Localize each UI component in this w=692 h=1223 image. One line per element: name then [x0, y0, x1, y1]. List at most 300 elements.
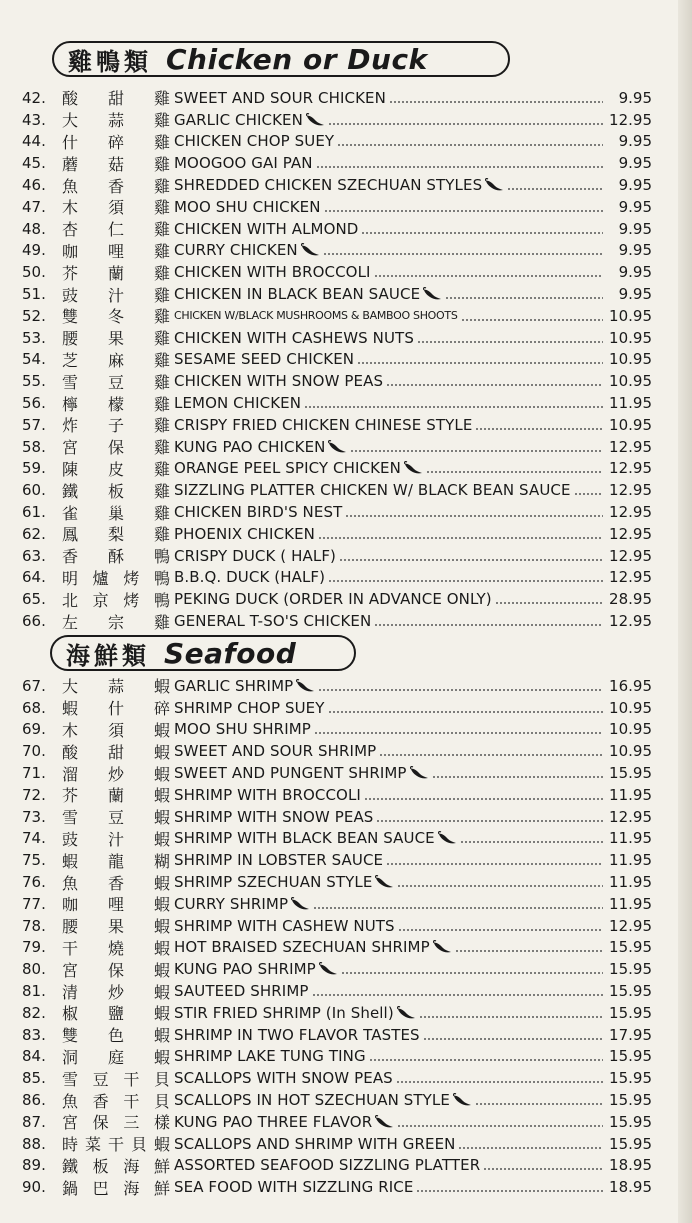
- item-chinese-name: [62, 501, 174, 524]
- item-price: 12.95: [609, 503, 652, 522]
- chinese-char: 色: [107, 1026, 124, 1046]
- item-name-line: [174, 1026, 606, 1044]
- dot-leader: [312, 994, 603, 996]
- chinese-char: 蝦: [153, 917, 170, 937]
- chinese-char: 明: [62, 568, 79, 588]
- item-number: 57.: [22, 415, 46, 434]
- item-name-line: [174, 154, 606, 172]
- menu-list-chicken-duck: [22, 87, 652, 632]
- chinese-char: 雞: [153, 394, 170, 414]
- chinese-char: 須: [107, 721, 124, 740]
- item-chinese-name: [62, 610, 174, 633]
- item-number: 79.: [22, 938, 46, 957]
- chinese-char: 碎: [153, 699, 170, 719]
- item-english-name: SWEET AND SOUR CHICKEN: [174, 88, 386, 107]
- item-number: 69.: [22, 720, 46, 739]
- item-english-name: SHRIMP WITH SNOW PEAS: [174, 807, 374, 826]
- dot-leader: [397, 1125, 603, 1127]
- chinese-char: 蝦: [153, 1004, 170, 1024]
- item-price: 11.95: [609, 785, 652, 804]
- item-name-line: [174, 1047, 606, 1065]
- dot-leader: [389, 101, 603, 103]
- item-price: 10.95: [609, 306, 652, 325]
- dot-leader: [574, 493, 603, 495]
- chinese-char: 雞: [153, 372, 170, 392]
- item-price: 12.95: [609, 807, 652, 826]
- chinese-char: 雞: [153, 525, 170, 545]
- chinese-char: 雞: [153, 285, 170, 305]
- chinese-char: 哩: [107, 241, 124, 261]
- chinese-char: 三: [123, 1113, 140, 1133]
- item-chinese-name: [62, 283, 174, 306]
- dot-leader: [376, 820, 603, 822]
- item-english-name: KUNG PAO THREE FLAVOR: [174, 1112, 373, 1131]
- chinese-char: 雞: [153, 89, 170, 109]
- item-price: 17.95: [609, 1025, 652, 1044]
- chinese-char: 保: [92, 1113, 109, 1133]
- item-name-line: [174, 263, 606, 281]
- chinese-char: 板: [107, 481, 124, 501]
- item-chinese-name: [62, 892, 174, 915]
- item-chinese-name: [62, 566, 174, 589]
- item-name-line: [174, 677, 606, 695]
- item-name-line: [174, 525, 606, 543]
- item-name-line: [174, 416, 606, 434]
- item-chinese-name: [62, 522, 174, 545]
- menu-item: [22, 871, 652, 893]
- menu-item: [22, 1155, 652, 1177]
- item-price: 9.95: [618, 241, 652, 260]
- dot-leader: [357, 362, 603, 364]
- item-number: 89.: [22, 1156, 46, 1175]
- menu-item: [22, 937, 652, 959]
- item-number: 68.: [22, 698, 46, 717]
- chinese-char: 芝: [62, 350, 79, 370]
- item-chinese-name: [62, 1110, 174, 1133]
- item-english-name: CHICKEN WITH BROCCOLI: [174, 263, 371, 282]
- chinese-char: 鍋: [62, 1178, 79, 1198]
- item-price: 11.95: [609, 894, 652, 913]
- menu-item: [22, 152, 652, 174]
- item-english-name: GARLIC SHRIMP: [174, 676, 294, 695]
- item-english-name: PEKING DUCK (ORDER IN ADVANCE ONLY): [174, 590, 492, 609]
- item-name-line: [174, 285, 606, 303]
- item-english-name: PHOENIX CHICKEN: [174, 524, 315, 543]
- item-name-line: [174, 176, 606, 194]
- item-english-name: CHICKEN WITH SNOW PEAS: [174, 372, 384, 391]
- chinese-char: 酸: [62, 742, 79, 762]
- item-chinese-name: [62, 718, 174, 741]
- chinese-char: 北: [62, 590, 79, 610]
- item-price: 10.95: [609, 328, 652, 347]
- chinese-char: 腰: [62, 917, 79, 937]
- chinese-char: 蝦: [153, 938, 170, 958]
- item-chinese-name: [62, 479, 174, 502]
- chinese-char: 樣: [153, 1113, 170, 1133]
- chinese-char: 板: [92, 1156, 109, 1176]
- chinese-char: 蝦: [62, 699, 79, 719]
- dot-leader: [337, 144, 603, 146]
- chinese-char: 爐: [92, 568, 109, 588]
- item-number: 64.: [22, 568, 46, 587]
- item-number: 65.: [22, 590, 46, 609]
- chinese-char: 腰: [62, 329, 79, 349]
- item-name-line: [174, 329, 606, 347]
- chinese-char: 雞: [153, 220, 170, 240]
- hot-pepper-icon: [422, 287, 442, 301]
- item-english-name: KUNG PAO SHRIMP: [174, 960, 316, 979]
- chinese-char: 蒜: [107, 111, 124, 131]
- menu-item: [22, 349, 652, 371]
- chinese-char: 須: [107, 198, 124, 218]
- item-name-line: [174, 1178, 606, 1196]
- item-name-line: [174, 829, 606, 847]
- item-number: 78.: [22, 916, 46, 935]
- chinese-char: 鴨: [153, 590, 170, 610]
- chinese-char: 芥: [62, 786, 79, 806]
- chinese-char: 豆: [107, 808, 124, 828]
- chinese-char: 大: [62, 111, 79, 131]
- item-name-line: [174, 568, 606, 586]
- item-price: 12.95: [609, 916, 652, 935]
- chinese-char: 什: [62, 133, 79, 152]
- chinese-char: 雞: [153, 154, 170, 174]
- item-price: 9.95: [618, 154, 652, 173]
- chinese-char: 蝦: [153, 982, 170, 1002]
- item-price: 9.95: [618, 263, 652, 282]
- menu-item: [22, 893, 652, 915]
- item-name-line: [174, 372, 606, 390]
- chinese-char: 豆: [92, 1069, 109, 1089]
- chinese-char: 炸: [62, 416, 79, 436]
- hot-pepper-icon: [305, 113, 325, 127]
- item-price: 9.95: [618, 88, 652, 107]
- item-name-line: [174, 895, 606, 913]
- item-name-line: [174, 699, 606, 717]
- item-number: 62.: [22, 524, 46, 543]
- item-english-name: SEA FOOD WITH SIZZLING RICE: [174, 1178, 414, 1197]
- item-chinese-name: [62, 108, 174, 131]
- item-number: 88.: [22, 1134, 46, 1153]
- menu-item: [22, 436, 652, 458]
- chinese-char: 酸: [62, 89, 79, 109]
- chinese-char: 溜: [62, 764, 79, 784]
- dot-leader: [374, 624, 603, 626]
- item-price: 10.95: [609, 415, 652, 434]
- item-english-name: CRISPY FRIED CHICKEN CHINESE STYLE: [174, 415, 473, 434]
- dot-leader: [386, 863, 603, 865]
- item-english-name: SCALLOPS AND SHRIMP WITH GREEN: [174, 1134, 456, 1153]
- menu-item: [22, 719, 652, 741]
- chinese-char: 宮: [62, 960, 79, 980]
- chinese-char: 蘭: [107, 786, 124, 806]
- item-chinese-name: [62, 762, 174, 785]
- dot-leader: [341, 972, 603, 974]
- chinese-char: 貝: [130, 1135, 147, 1155]
- item-chinese-name: [62, 413, 174, 436]
- item-english-name: CHICKEN WITH CASHEWS NUTS: [174, 328, 414, 347]
- item-english-name: STIR FRIED SHRIMP (In Shell): [174, 1003, 394, 1022]
- item-name-line: [174, 438, 606, 456]
- dot-leader: [328, 711, 603, 713]
- chinese-char: 貝: [153, 1091, 170, 1111]
- item-price: 15.95: [609, 764, 652, 783]
- item-name-line: [174, 547, 606, 565]
- chinese-char: 雞: [153, 133, 170, 152]
- hot-pepper-icon: [295, 679, 315, 693]
- item-name-line: [174, 241, 606, 259]
- hot-pepper-icon: [300, 243, 320, 257]
- menu-item: [22, 545, 652, 567]
- chinese-char: 炒: [107, 764, 124, 784]
- item-chinese-name: [62, 871, 174, 894]
- item-number: 82.: [22, 1003, 46, 1022]
- item-chinese-name: [62, 914, 174, 937]
- dot-leader: [398, 929, 603, 931]
- hot-pepper-icon: [318, 962, 338, 976]
- menu-item: [22, 806, 652, 828]
- dot-leader: [458, 1147, 603, 1149]
- item-chinese-name: [62, 435, 174, 458]
- chinese-char: 蝦: [62, 851, 79, 871]
- menu-item: [22, 588, 652, 610]
- chinese-char: 蘭: [107, 263, 124, 283]
- chinese-char: 干: [62, 938, 79, 958]
- item-english-name: SHRIMP WITH BROCCOLI: [174, 785, 361, 804]
- menu-item: [22, 1024, 652, 1046]
- item-name-line: [174, 1156, 606, 1174]
- dot-leader: [345, 515, 603, 517]
- item-number: 44.: [22, 132, 46, 151]
- item-english-name: SIZZLING PLATTER CHICKEN W/ BLACK BEAN SAUCE: [174, 481, 571, 500]
- hot-pepper-icon: [484, 178, 504, 192]
- chinese-char: 冬: [107, 307, 124, 327]
- item-name-line: [174, 720, 606, 738]
- hot-pepper-icon: [396, 1006, 416, 1020]
- item-price: 12.95: [609, 459, 652, 478]
- item-price: 15.95: [609, 1134, 652, 1153]
- chinese-char: 豉: [62, 285, 79, 305]
- item-number: 61.: [22, 503, 46, 522]
- chinese-char: 杏: [62, 220, 79, 240]
- hot-pepper-icon: [452, 1093, 472, 1107]
- chinese-char: 果: [107, 329, 124, 349]
- dot-leader: [379, 754, 603, 756]
- dot-leader: [318, 689, 603, 691]
- item-number: 58.: [22, 437, 46, 456]
- chinese-char: 菜: [84, 1135, 101, 1155]
- chinese-char: 甜: [107, 742, 124, 762]
- chinese-char: 宗: [107, 612, 124, 632]
- item-number: 87.: [22, 1112, 46, 1131]
- chinese-char: 雞: [153, 438, 170, 458]
- menu-item: [22, 915, 652, 937]
- chinese-char: 蝦: [153, 1026, 170, 1046]
- chinese-char: 宮: [62, 1113, 79, 1133]
- hot-pepper-icon: [290, 897, 310, 911]
- menu-item: [22, 327, 652, 349]
- chinese-char: 木: [62, 198, 79, 218]
- item-number: 63.: [22, 546, 46, 565]
- item-price: 11.95: [609, 851, 652, 870]
- chinese-char: 雙: [62, 307, 79, 327]
- item-price: 10.95: [609, 720, 652, 739]
- item-chinese-name: [62, 152, 174, 175]
- item-price: 12.95: [609, 110, 652, 129]
- dot-leader: [419, 1016, 603, 1018]
- hot-pepper-icon: [374, 875, 394, 889]
- hot-pepper-icon: [327, 440, 347, 454]
- item-number: 51.: [22, 285, 46, 304]
- chinese-char: 時: [62, 1135, 79, 1155]
- item-number: 52.: [22, 306, 46, 325]
- item-price: 10.95: [609, 350, 652, 369]
- item-chinese-name: [62, 1023, 174, 1046]
- chinese-char: 子: [107, 416, 124, 436]
- item-number: 42.: [22, 88, 46, 107]
- chinese-char: 洞: [62, 1047, 79, 1067]
- menu-item: [22, 392, 652, 414]
- item-number: 60.: [22, 481, 46, 500]
- item-name-line: [174, 220, 606, 238]
- item-price: 9.95: [618, 219, 652, 238]
- dot-leader: [374, 275, 603, 277]
- dot-leader: [455, 950, 603, 952]
- menu-item: [22, 240, 652, 262]
- chinese-char: 香: [62, 547, 79, 567]
- menu-item: [22, 762, 652, 784]
- item-english-name: SCALLOPS WITH SNOW PEAS: [174, 1069, 393, 1088]
- chinese-char: 汁: [107, 829, 124, 849]
- chinese-char: 蝦: [153, 873, 170, 893]
- item-price: 15.95: [609, 982, 652, 1001]
- item-chinese-name: [62, 1045, 174, 1068]
- chinese-char: 鐵: [62, 1156, 79, 1176]
- menu-item: [22, 980, 652, 1002]
- menu-item: [22, 479, 652, 501]
- chinese-char: 雞: [153, 481, 170, 501]
- item-chinese-name: [62, 544, 174, 567]
- item-name-line: [174, 960, 606, 978]
- chinese-char: 庭: [107, 1047, 124, 1067]
- chinese-char: 左: [62, 612, 79, 632]
- item-english-name: SWEET AND PUNGENT SHRIMP: [174, 764, 407, 783]
- menu-item: [22, 1176, 652, 1198]
- item-price: 9.95: [618, 176, 652, 195]
- item-name-line: [174, 394, 606, 412]
- item-english-name: SHRIMP IN LOBSTER SAUCE: [174, 851, 384, 870]
- item-number: 73.: [22, 807, 46, 826]
- menu-item: [22, 218, 652, 240]
- chinese-char: 蘑: [62, 154, 79, 174]
- item-number: 80.: [22, 960, 46, 979]
- item-number: 90.: [22, 1178, 46, 1197]
- item-number: 59.: [22, 459, 46, 478]
- item-chinese-name: [62, 1001, 174, 1024]
- dot-leader: [314, 732, 603, 734]
- dot-leader: [386, 384, 603, 386]
- item-chinese-name: [62, 696, 174, 719]
- item-chinese-name: [62, 195, 174, 218]
- item-price: 15.95: [609, 1047, 652, 1066]
- section-title-cn: 雞鴨類: [68, 46, 152, 76]
- item-price: 16.95: [609, 676, 652, 695]
- item-chinese-name: [62, 1154, 174, 1177]
- chinese-char: 碎: [107, 133, 124, 152]
- item-name-line: [174, 481, 606, 499]
- item-english-name: SHRIMP WITH CASHEW NUTS: [174, 916, 395, 935]
- item-english-name: CHICKEN W/BLACK MUSHROOMS & BAMBOO SHOOTS: [174, 309, 458, 323]
- menu-item: [22, 305, 652, 327]
- dot-leader: [417, 341, 603, 343]
- item-english-name: CHICKEN IN BLACK BEAN SAUCE: [174, 285, 421, 304]
- chinese-char: 巢: [107, 503, 124, 523]
- item-number: 67.: [22, 676, 46, 695]
- item-chinese-name: [62, 1132, 174, 1155]
- item-price: 12.95: [609, 524, 652, 543]
- menu-item: [22, 261, 652, 283]
- item-name-line: [174, 459, 606, 477]
- item-english-name: SAUTEED SHRIMP: [174, 982, 309, 1001]
- dot-leader: [323, 253, 603, 255]
- chinese-char: 雞: [153, 263, 170, 283]
- item-english-name: CHICKEN CHOP SUEY: [174, 132, 335, 151]
- chinese-char: 椒: [62, 1004, 79, 1024]
- item-chinese-name: [62, 217, 174, 240]
- item-english-name: CURRY SHRIMP: [174, 894, 289, 913]
- dot-leader: [495, 602, 603, 604]
- menu-item: [22, 87, 652, 109]
- menu-item: [22, 1133, 652, 1155]
- chinese-char: 鴨: [153, 568, 170, 588]
- dot-leader: [318, 537, 603, 539]
- item-chinese-name: [62, 370, 174, 393]
- dot-leader: [423, 1038, 603, 1040]
- item-price: 12.95: [609, 481, 652, 500]
- chinese-char: 蒜: [107, 677, 124, 697]
- chinese-char: 蝦: [153, 742, 170, 762]
- chinese-char: 蝦: [153, 960, 170, 980]
- page-edge: [678, 0, 692, 1223]
- section-header-seafood: [50, 635, 356, 671]
- chinese-char: 烤: [123, 590, 140, 610]
- menu-item: [22, 784, 652, 806]
- chinese-char: 雙: [62, 1026, 79, 1046]
- chinese-char: 香: [107, 176, 124, 196]
- menu-item: [22, 675, 652, 697]
- chinese-char: 雞: [153, 307, 170, 327]
- chinese-char: 皮: [107, 459, 124, 479]
- item-number: 84.: [22, 1047, 46, 1066]
- menu-item: [22, 458, 652, 480]
- item-number: 45.: [22, 154, 46, 173]
- menu-item: [22, 174, 652, 196]
- chinese-char: 雞: [153, 111, 170, 131]
- item-price: 28.95: [609, 590, 652, 609]
- chinese-char: 檬: [107, 394, 124, 414]
- chinese-char: 雞: [153, 241, 170, 261]
- chinese-char: 巴: [92, 1178, 109, 1198]
- menu-item: [22, 1089, 652, 1111]
- item-chinese-name: [62, 261, 174, 284]
- item-chinese-name: [62, 827, 174, 850]
- item-name-line: [174, 132, 606, 150]
- menu-item: [22, 196, 652, 218]
- item-price: 15.95: [609, 938, 652, 957]
- chinese-char: 炒: [107, 982, 124, 1002]
- chinese-char: 宮: [62, 438, 79, 458]
- chinese-char: 豉: [62, 829, 79, 849]
